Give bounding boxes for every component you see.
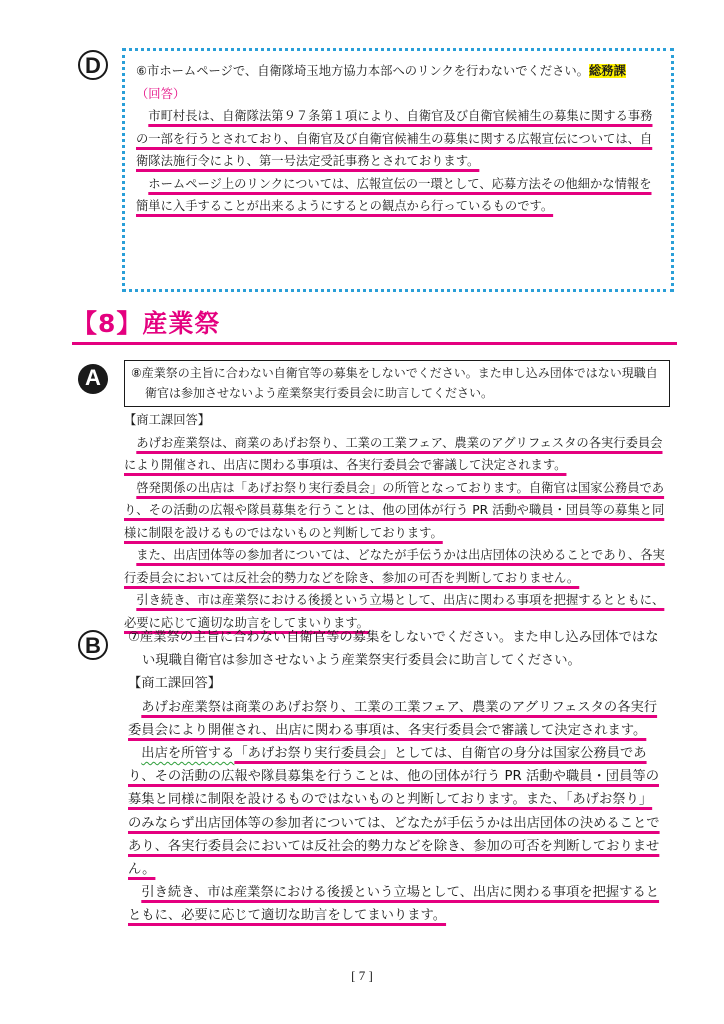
item-d-question: ⑥市ホームページで、自衛隊埼玉地方協力本部へのリンクを行わないでください。総務課 bbox=[136, 64, 626, 78]
item-d-section bbox=[136, 60, 662, 218]
item-d-marker: D bbox=[78, 50, 108, 80]
item-a-paragraph-2: 啓発関係の出店は「あげお祭り実行委員会」の所管となっております。自衛官は国家公務員であり、その活動の広報や隊員募集を行うことは、他の団体が行う PR 活動や職員・団員等の募集と同様に制限を設けるものではないものと判断しております。 bbox=[124, 480, 665, 540]
item-d-answer-label: （回答） bbox=[136, 86, 186, 101]
page-number: [ 7 ] bbox=[351, 968, 373, 983]
item-b-marker: B bbox=[78, 630, 108, 660]
item-a-paragraph-4: 引き続き、市は産業祭における後援という立場として、出店に関わる事項を把握するとともに、必要に応じて適切な助言をしてまいります。 bbox=[124, 593, 665, 630]
item-a-section bbox=[124, 360, 670, 634]
item-b-answer-label: 【商工課回答】 bbox=[128, 676, 222, 692]
item-d-paragraph-2: ホームページ上のリンクについては、広報宣伝の一環として、応募方法その他細かな情報を簡単に入手することが出来るようにするとの観点から行っているものです。 bbox=[136, 176, 652, 213]
item-a-paragraph-1: あげお産業祭は、商業のあげお祭り、工業の工業フェア、農業のアグリフェスタの各実行委員会により開催され、出店に関わる事項は、各実行委員会で審議して決定されます。 bbox=[124, 435, 663, 472]
item-a-question: ⑧産業祭の主旨に合わない自衛官等の募集をしないでください。また申し込み団体ではない現職自衛官は参加させないよう産業祭実行委員会に助言してください。 bbox=[131, 366, 658, 400]
item-a-answer-label: 【商工課回答】 bbox=[124, 413, 211, 427]
item-b-section bbox=[128, 626, 662, 928]
item-b-paragraph-3: 引き続き、市は産業祭における後援という立場として、出店に関わる事項を把握するとともに、必要に応じて適切な助言をしてまいります。 bbox=[128, 885, 660, 924]
item-d-paragraph-1: 市町村長は、自衛隊法第９７条第１項により、自衛官及び自衛官候補生の募集に関する事務の一部を行うとされており、自衛官及び自衛官候補生の募集に関する広報宣伝については、自衛隊法施行令により、第一号法定受託事務とされております。 bbox=[136, 109, 653, 168]
item-b-question: ⑦産業祭の主旨に合わない自衛官等の募集をしないでください。また申し込み団体ではない現職自衛官は参加させないよう産業祭実行委員会に助言してください。 bbox=[128, 630, 659, 669]
item-b-paragraph-1: あげお産業祭は商業のあげお祭り、工業の工業フェア、農業のアグリフェスタの各実行委員会により開催され、出店に関わる事項は、各実行委員会で審議して決定されます。 bbox=[128, 699, 658, 738]
item-a-marker: A bbox=[78, 364, 108, 394]
item-a-question-box bbox=[124, 360, 670, 407]
section-heading: 【8】産業祭 bbox=[72, 309, 221, 338]
section-heading-rule bbox=[72, 342, 677, 345]
item-b-paragraph-2: 出店を所管する「あげお祭り実行委員会」としては、自衛官の身分は国家公務員であり、その活動の広報や隊員募集を行うことは、他の団体が行う PR 活動や職員・団員等の募集と同様に制限を設けるものではないものと判断しております。また、「あげお祭り」のみならず出店団体等の参加者については、どなたが手伝うかは出店団体の決めることであり、各実行委員会においては反社会的勢力などを除き、参加の可否を判断しておりません。 bbox=[128, 746, 660, 878]
item-a-paragraph-3: また、出店団体等の参加者については、どなたが手伝うかは出店団体の決めることであり、各実行委員会においては反社会的勢力などを除き、参加の可否を判断しておりません。 bbox=[124, 548, 665, 585]
item-d-dept: 総務課 bbox=[588, 64, 626, 78]
